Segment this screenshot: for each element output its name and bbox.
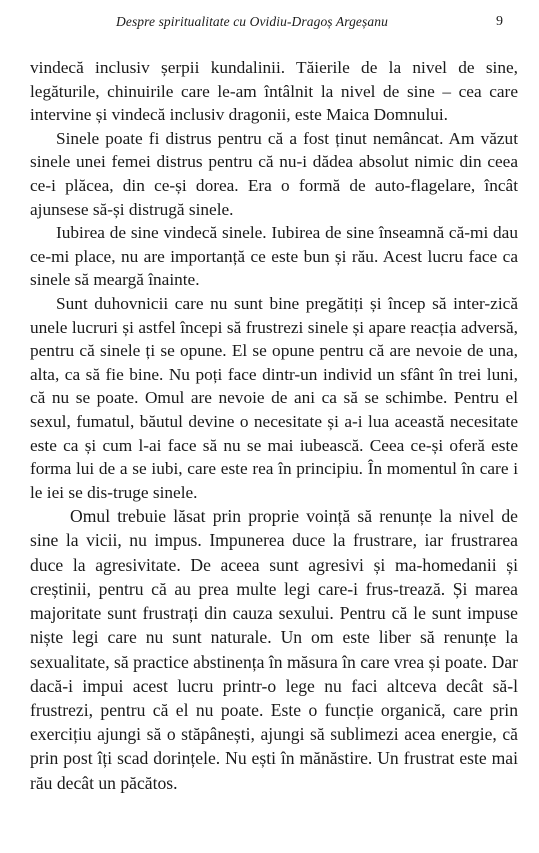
running-header [0,14,539,34]
page-number: 9 [496,14,503,29]
running-header-title: Despre spiritualitate cu Ovidiu-Dragoș Argeșanu [116,14,388,29]
paragraph: Iubirea de sine vindecă sinele. Iubirea de sine înseamnă că-mi dau ce-mi place, nu are importanță ce este bun și rău. Acest lucru face ca sinele să meargă înainte. [30,223,518,290]
paragraph: Sunt duhovnicii care nu sunt bine pregătiți și încep să inter-zică unele lucruri și astfel începi să frustrezi sinele și apare reacția adversă, pentru că sinele ți se opune. El se opune pentru că are nevoie de una, alta, ca să fie bine. Nu poți face dintr-un individ un sfânt în trei luni, că nu se poate. Omul are nevoie de ani ca să se schimbe. Pentru el sexul, fumatul, băutul devine o necesitate și a-i lua această necesitate este ca și cum l-ai face să nu se mai iubească. Ceea ce-și oferă este forma lui de a se iubi, care este rea în principiu. În momentul în care i le iei se dis-truge sinele. [30,293,518,502]
paragraph: vindecă inclusiv șerpii kundalinii. Tăierile de la nivel de sine, legăturile, chinuirile care le-am întâlnit la nivel de sine – cea care intervine și vindecă inclusiv dragonii, este Maica Domnului. [30,58,518,125]
paragraph: Omul trebuie lăsat prin proprie voință să renunțe la nivel de sine la vicii, nu impus. Impunerea duce la frustrare, iar frustrarea duce la agresivitate. De aceea sunt agresivi și ma-homedanii și creștinii, pentru că au prea multe legi care-i frus-trează. Și marea majoritate sunt frustrați din cauza sexului. Pentru că le sunt impuse niște legi care nu sunt naturale. Un om este liber să renunțe la sexualitate, să practice abstinența în măsura în care vrea și poate. Dar dacă-i impui acest lucru printr-o lege nu faci altceva decât să-l frustrezi, pentru că el nu poate. Este o funcție organică, care prin exercițiu ajungi să o stăpânești, ajungi să sublimezi acea energie, că prin post îți scad dorințele. Nu ești în mănăstire. Un frustrat este mai rău decât un păcătos. [30,506,519,793]
body-text [30,56,518,795]
paragraph: Sinele poate fi distrus pentru că a fost ținut nemâncat. Am văzut sinele unei femei distrus pentru că nu-i dădea absolut nimic din ceea ce-i plăcea, din ce-și dorea. Era o formă de auto-flagelare, încât ajunsese să-și distrugă sinele. [30,128,518,219]
